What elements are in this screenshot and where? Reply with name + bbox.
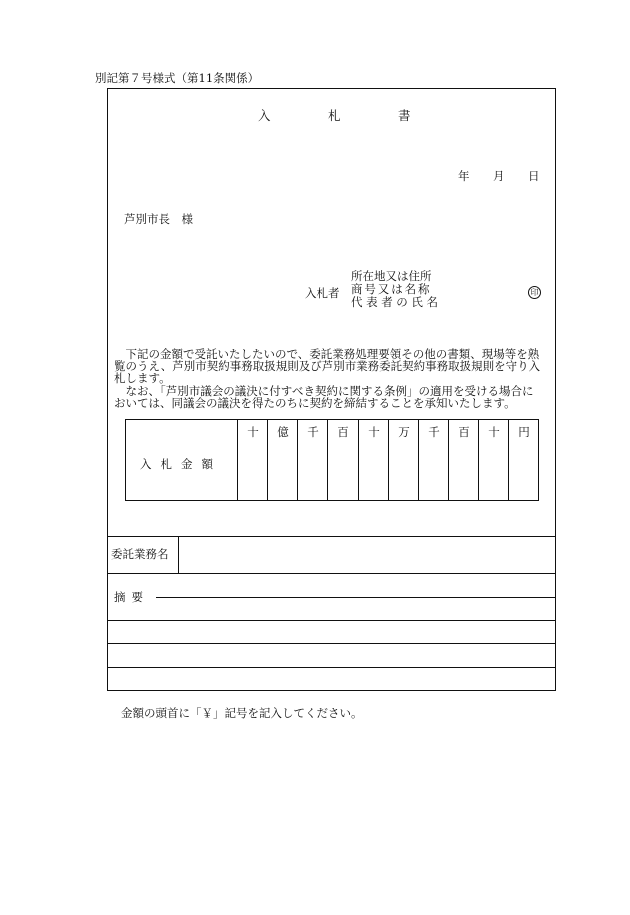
summary-label: 摘要 — [114, 590, 149, 604]
body-line: 札します。 — [114, 371, 171, 386]
seal-mark: 印 — [528, 286, 541, 299]
body-line: 下記の金額で受託いたしたいので、委託業務処理要領その他の書類、現場等を熟 — [114, 347, 540, 361]
amount-unit-label: 百 — [458, 425, 470, 439]
amount-unit-label: 千 — [307, 425, 319, 439]
task-label-divider — [178, 536, 179, 573]
task-name-label: 委託業務名 — [111, 547, 169, 561]
summary-rule — [108, 643, 556, 644]
amount-unit-label: 千 — [428, 425, 440, 439]
bidder-representative-field: 代表者の氏名 — [351, 295, 442, 309]
summary-rule — [156, 597, 556, 598]
body-line: なお、「芦別市議会の議決に付すべき契約に関する条例」の適用を受ける場合に — [114, 383, 534, 398]
date-year-label: 年 — [458, 169, 470, 183]
bidder-address-field: 所在地又は住所 — [351, 269, 432, 283]
bidder-company-field: 商号又は名称 — [351, 282, 432, 296]
addressee: 芦別市長 様 — [124, 212, 193, 226]
form-title-char-2: 札 — [328, 108, 341, 123]
amount-unit-label: 円 — [518, 425, 530, 439]
amount-unit-label: 十 — [488, 425, 500, 439]
body-line: おいては、同議会の議決を得たのちに契約を締結することを承知いたします。 — [114, 395, 516, 410]
footnote: 金額の頭首に「￥」記号を記入してください。 — [121, 706, 363, 720]
form-number-label: 別記第７号様式（第11条関係） — [95, 71, 260, 85]
date-month-label: 月 — [493, 169, 505, 183]
body-line: 覧のうえ、芦別市契約事務取扱規則及び芦別市業務委託契約事務取扱規則を守り入 — [114, 359, 541, 374]
body-text — [114, 348, 552, 409]
form-title-char-1: 入 — [258, 108, 271, 123]
amount-unit-label: 十 — [368, 425, 380, 439]
amount-unit-label: 万 — [398, 425, 410, 439]
task-row-bottom-rule — [108, 573, 556, 574]
amount-unit-label: 億 — [277, 425, 289, 439]
bidder-label: 入札者 — [305, 286, 340, 300]
summary-rule — [108, 620, 556, 621]
date-day-label: 日 — [528, 169, 540, 183]
amount-unit-label: 十 — [247, 425, 259, 439]
bid-amount-label: 入札金額 — [140, 457, 222, 471]
amount-unit-label: 百 — [337, 425, 349, 439]
form-title-char-3: 書 — [398, 108, 411, 123]
summary-rule — [108, 667, 556, 668]
task-row-top-rule — [108, 536, 556, 537]
